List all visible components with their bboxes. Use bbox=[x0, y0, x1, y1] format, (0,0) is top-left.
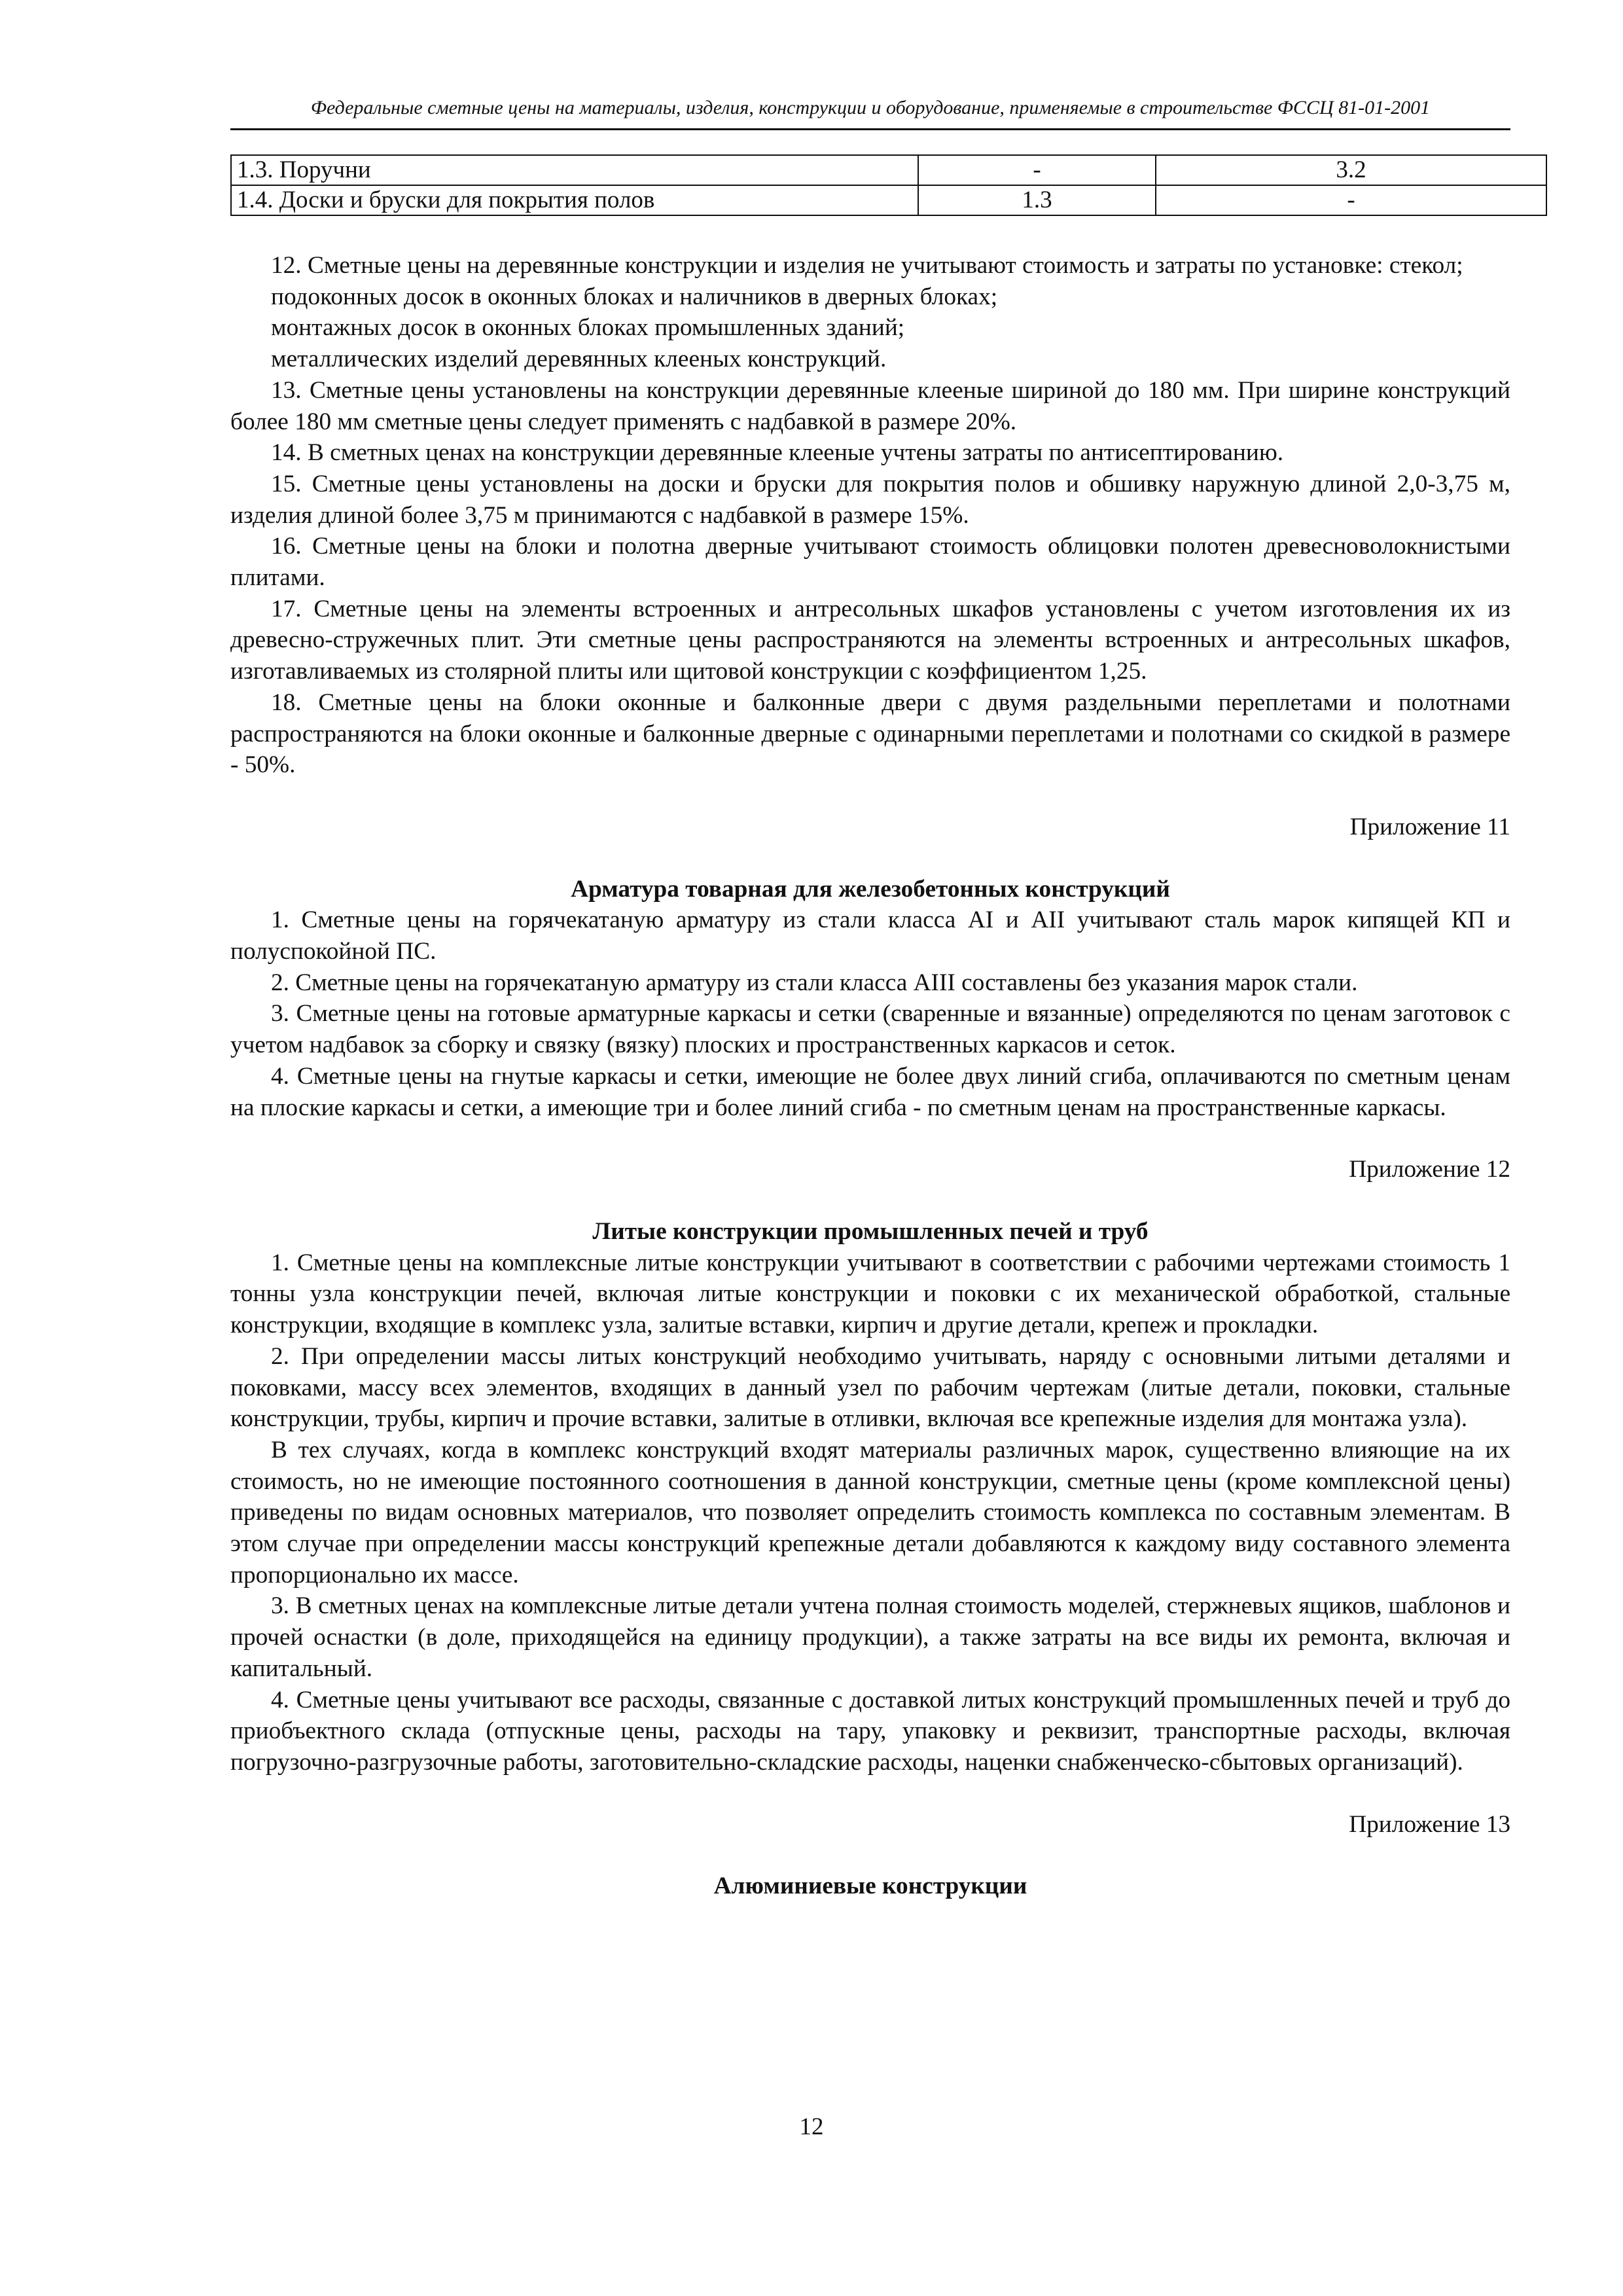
paragraph: 2. Сметные цены на горячекатаную арматуру из стали класса AIII составлены без указания марок стали. bbox=[271, 969, 1358, 996]
paragraph: 17. Сметные цены на элементы встроенных и антресольных шкафов установлены с учетом изготовления их из древесно-стружечных плит. Эти сметные цены распространяются на элементы встроенных и антресольных шкафов, изготавливаемых из столярной плиты или щитовой конструкции с коэффициентом 1,25. bbox=[230, 595, 1510, 685]
table-cell: 1.4. Доски и бруски для покрытия полов bbox=[231, 185, 918, 215]
price-adjustment-table bbox=[230, 154, 1547, 216]
paragraph: 1. Сметные цены на комплексные литые конструкции учитывают в соответствии с рабочими чертежами стоимость 1 тонны узла конструкции печей, включая литые конструкции и поковки с их механической обработкой, стальные конструкции, входящие в комплекс узла, залитые вставки, кирпич и другие детали, крепеж и прокладки. bbox=[230, 1249, 1510, 1339]
paragraph: 14. В сметных ценах на конструкции деревянные клееные учтены затраты по антисептированию. bbox=[271, 439, 1284, 467]
list-item: монтажных досок в оконных блоках промышленных зданий; bbox=[271, 314, 905, 342]
table-cell: 1.3 bbox=[918, 185, 1156, 215]
paragraph: 3. Сметные цены на готовые арматурные каркасы и сетки (сваренные и вязанные) определяются по ценам заготовок с учетом надбавок за сборку и связку (вязку) плоских и пространственных каркасов и сеток. bbox=[230, 1000, 1510, 1059]
table-row bbox=[231, 185, 1546, 215]
section-title: Алюминиевые конструкции bbox=[713, 1873, 1027, 1900]
list-item: металлических изделий деревянных клееных конструкций. bbox=[271, 346, 887, 373]
table-cell: 1.3. Поручни bbox=[231, 155, 918, 185]
header-rule bbox=[230, 128, 1510, 130]
paragraph: В тех случаях, когда в комплекс конструкций входят материалы различных марок, существенно влияющие на их стоимость, но не имеющие постоянного соотношения в данной конструкции, сметные цены (кроме комплексной цены) приведены по видам основных материалов, что позволяет определить стоимость комплекса по составным элементам. В этом случае при определении массы конструкций крепежные детали добавляются к каждому виду составного элемента пропорционально их массе. bbox=[230, 1436, 1510, 1588]
paragraph: 16. Сметные цены на блоки и полотна дверные учитывают стоимость облицовки полотен древесноволокнистыми плитами. bbox=[230, 533, 1510, 592]
paragraph: 13. Сметные цены установлены на конструкции деревянные клееные шириной до 180 мм. При ширине конструкций более 180 мм сметные цены следует применять с надбавкой в размере 20%. bbox=[230, 376, 1510, 435]
table-row bbox=[231, 155, 1546, 185]
appendix-label: Приложение 13 bbox=[1349, 1810, 1510, 1838]
section-title: Арматура товарная для железобетонных конструкций bbox=[571, 875, 1170, 903]
list-item: подоконных досок в оконных блоках и наличников в дверных блоках; bbox=[271, 283, 998, 310]
table-cell: - bbox=[918, 155, 1156, 185]
table-cell: 3.2 bbox=[1156, 155, 1546, 185]
paragraph: 3. В сметных ценах на комплексные литые детали учтена полная стоимость моделей, стержневых ящиков, шаблонов и прочей оснастки (в доле, приходящейся на единицу продукции), а также затраты на все виды их ремонта, включая и капитальный. bbox=[230, 1592, 1510, 1682]
section-title: Литые конструкции промышленных печей и труб bbox=[592, 1217, 1149, 1245]
appendix-label: Приложение 11 bbox=[1349, 813, 1510, 840]
page-number: 12 bbox=[799, 2113, 824, 2140]
appendix-label: Приложение 12 bbox=[1349, 1156, 1510, 1183]
paragraph: 2. При определении массы литых конструкций необходимо учитывать, наряду с основными литыми деталями и поковками, массу всех элементов, входящих в данный узел по рабочим чертежам (литые детали, поковки, стальные конструкции, трубы, кирпич и прочие вставки, залитые в отливки, включая все крепежные изделия для монтажа узла). bbox=[230, 1342, 1510, 1433]
paragraph: 15. Сметные цены установлены на доски и бруски для покрытия полов и обшивку наружную длиной 2,0-3,75 м, изделия длиной более 3,75 м принимаются с надбавкой в размере 15%. bbox=[230, 470, 1510, 529]
document-body bbox=[230, 250, 1510, 1902]
paragraph: 18. Сметные цены на блоки оконные и балконные двери с двумя раздельными переплетами и полотнами распространяются на блоки оконные и балконные дверные с одинарными переплетами и полотнами со скидкой в размере - 50%. bbox=[230, 689, 1510, 779]
paragraph: 12. Сметные цены на деревянные конструкции и изделия не учитывают стоимость и затраты по установке: стекол; bbox=[271, 252, 1463, 279]
paragraph: 4. Сметные цены учитывают все расходы, связанные с доставкой литых конструкций промышленных печей и труб до приобъектного склада (отпускные цены, расходы на тару, упаковку и реквизит, транспортные расходы, включая погрузочно-разгрузочные работы, заготовительно-складские расходы, наценки снабженческо-сбытовых организаций). bbox=[230, 1686, 1510, 1776]
running-header: Федеральные сметные цены на материалы, изделия, конструкции и оборудование, применяемые в строительстве ФССЦ 81-01-2001 bbox=[310, 97, 1431, 118]
paragraph: 4. Сметные цены на гнутые каркасы и сетки, имеющие не более двух линий сгиба, оплачиваются по сметным ценам на плоские каркасы и сетки, а имеющие три и более линий сгиба - по сметным ценам на пространственные каркасы. bbox=[230, 1062, 1510, 1121]
paragraph: 1. Сметные цены на горячекатаную арматуру из стали класса AI и AII учитывают сталь марок кипящей КП и полуспокойной ПС. bbox=[230, 906, 1510, 965]
table-cell: - bbox=[1156, 185, 1546, 215]
